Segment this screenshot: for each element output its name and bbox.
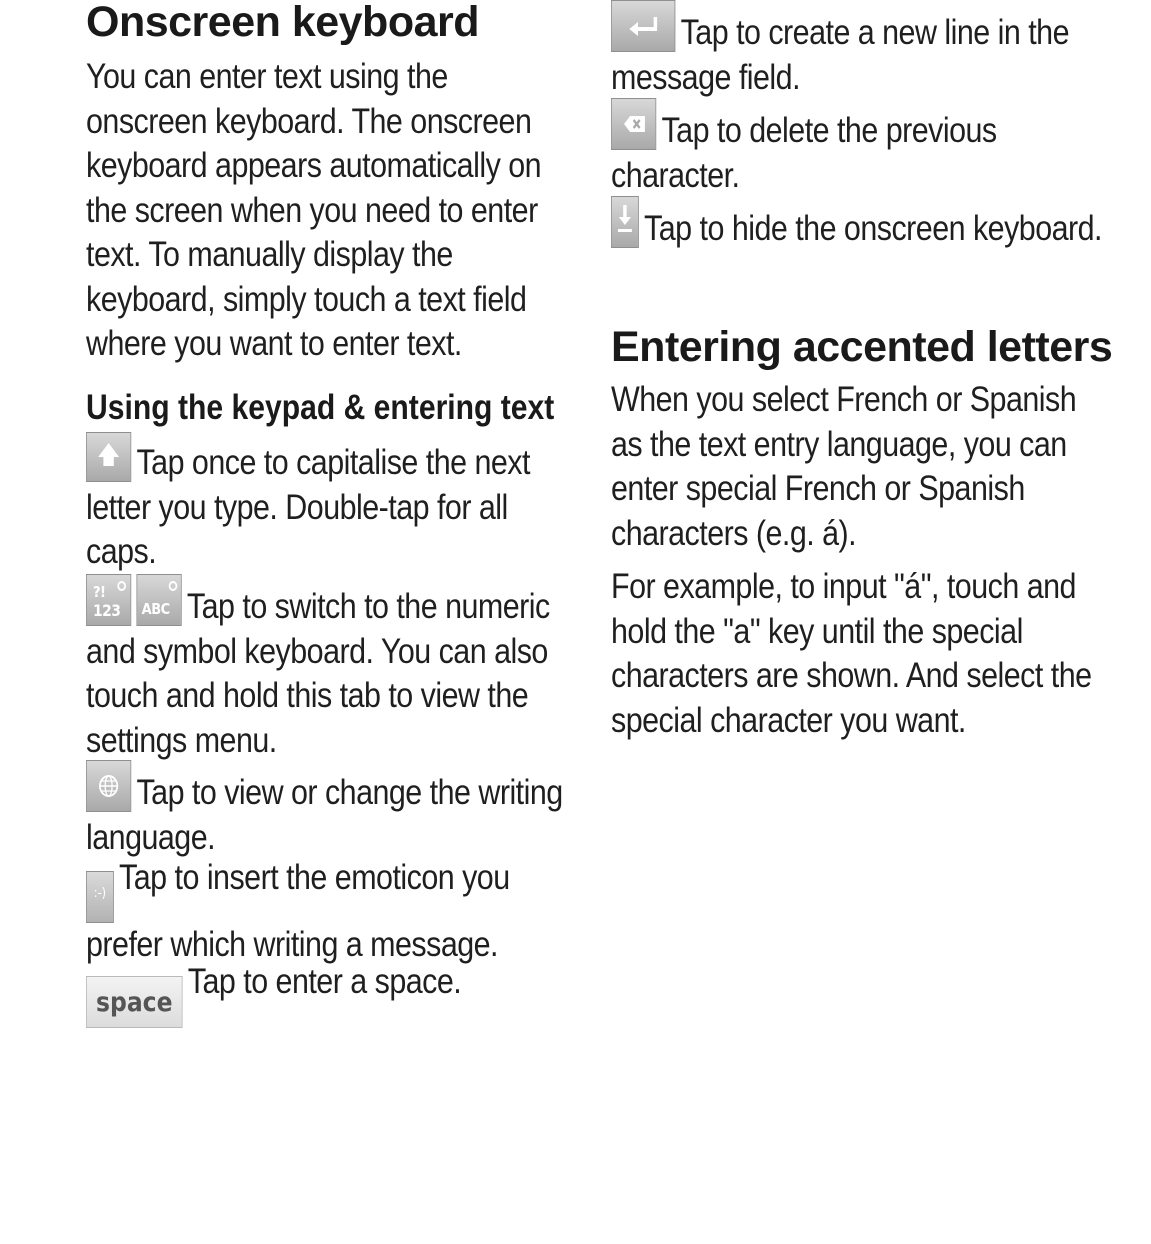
emoticon-description: Tap to insert the emoticon you prefer which writing a message.	[86, 858, 510, 964]
space-key-icon: space	[86, 976, 183, 1028]
accented-paragraph-2	[611, 565, 1111, 743]
space-description: Tap to enter a space.	[187, 962, 462, 1001]
hide-keyboard-description: Tap to hide the onscreen keyboard.	[644, 209, 1102, 248]
item-space	[86, 960, 517, 1028]
enter-description: Tap to create a new line in the message field.	[611, 13, 1069, 97]
item-enter	[611, 0, 1111, 100]
item-hide-keyboard	[611, 196, 1111, 252]
item-language	[86, 760, 576, 860]
svg-text:?!: ?!	[92, 584, 106, 602]
item-delete	[611, 98, 1111, 198]
enter-key-icon	[611, 0, 675, 52]
numeric-key-icon	[86, 574, 131, 626]
globe-key-icon	[86, 760, 131, 812]
shift-key-icon	[86, 432, 131, 482]
section-heading-onscreen-keyboard: Onscreen keyboard	[86, 0, 480, 46]
subheading-keypad: Using the keypad & entering text	[86, 388, 555, 427]
emoticon-key-icon: :-)	[86, 871, 114, 923]
item-emoticon	[86, 856, 576, 968]
accented-paragraph-1	[611, 378, 1111, 556]
numeric-switch-description: Tap to switch to the numeric and symbol keyboard. You can also touch and hold this tab to view the settings menu.	[86, 587, 550, 760]
intro-text: You can enter text using the onscreen keyboard. The onscreen keyboard appears automatically on the screen when you need to enter text. To manually display the keyboard, simply touch a text field where you want to enter text.	[86, 57, 542, 363]
shift-description: Tap once to capitalise the next letter you type. Double-tap for all caps.	[86, 443, 530, 571]
item-numeric-switch	[86, 574, 576, 763]
accented-text-2: For example, to input "á", touch and hold the "a" key until the special characters are shown. And select the special character you want.	[611, 567, 1092, 740]
svg-text:123: 123	[92, 601, 121, 621]
item-shift	[86, 432, 576, 575]
accented-text-1: When you select French or Spanish as the text entry language, you can enter special French or Spanish characters (e.g. á).	[611, 380, 1077, 553]
delete-description: Tap to delete the previous character.	[611, 111, 997, 195]
section-heading-accented-letters: Entering accented letters	[611, 323, 1113, 371]
hide-keyboard-key-icon	[611, 196, 639, 248]
language-description: Tap to view or change the writing language.	[86, 773, 563, 857]
svg-text:ABC: ABC	[141, 601, 170, 619]
intro-paragraph	[86, 55, 576, 367]
delete-key-icon	[611, 98, 656, 150]
abc-key-icon	[136, 574, 181, 626]
